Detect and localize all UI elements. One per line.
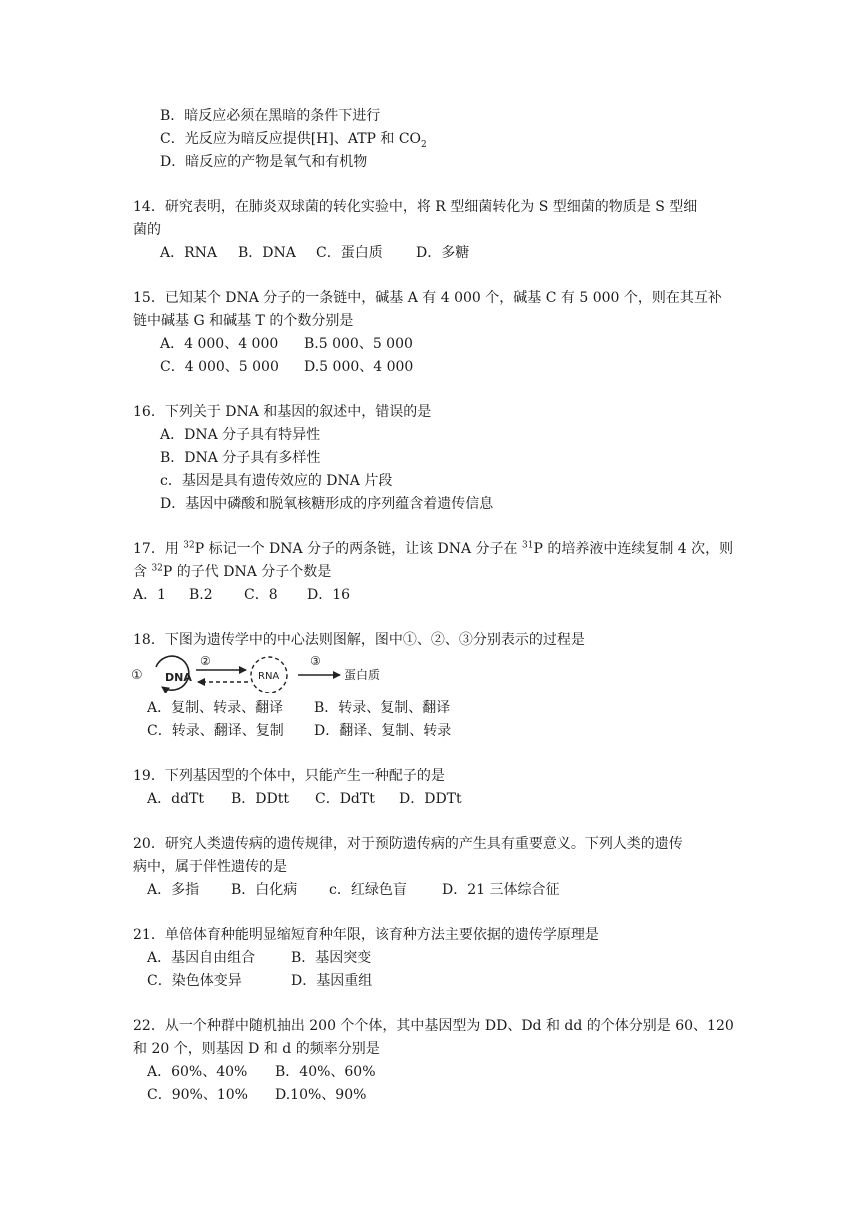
q15-option-c: C．4 000、5 000 bbox=[160, 359, 279, 375]
q18-option-c: C．转录、翻译、复制 bbox=[147, 723, 284, 739]
q18-options-row1 bbox=[147, 699, 450, 717]
q15-option-d: D.5 000、4 000 bbox=[304, 359, 414, 375]
q22-options-row2 bbox=[147, 1086, 366, 1104]
q15-stem-line1: 15．已知某个 DNA 分子的一条链中，碱基 A 有 4 000 个，碱基 C 有 5 000 个，则在其互补 bbox=[133, 290, 722, 306]
q16-option-a: A．DNA 分子具有特异性 bbox=[160, 427, 321, 443]
q14-option-d: D．多糖 bbox=[416, 245, 470, 261]
q21-options-row2 bbox=[147, 972, 372, 990]
q18-option-b: B．转录、复制、翻译 bbox=[314, 700, 451, 716]
q13-option-c bbox=[160, 130, 427, 148]
q17-option-c: C．8 bbox=[244, 587, 278, 603]
q17-text-3: P 的培养液中连续复制 4 次，则 bbox=[533, 541, 734, 557]
q17-text-2: P 标记一个 DNA 分子的两条链，让该 DNA 分子在 bbox=[194, 541, 523, 557]
q16-option-d: D．基因中磷酸和脱氧核糖形成的序列蕴含着遗传信息 bbox=[160, 496, 494, 512]
co2-subscript: 2 bbox=[421, 139, 427, 150]
q13-option-d: D．暗反应的产物是氧气和有机物 bbox=[160, 154, 368, 170]
q21-option-c: C．染色体变异 bbox=[147, 973, 242, 989]
q17-stem-line1 bbox=[133, 540, 733, 558]
q19-stem: 19．下列基因型的个体中，只能产生一种配子的是 bbox=[133, 768, 445, 784]
q20-option-d: D．21 三体综合征 bbox=[442, 882, 560, 898]
q19-option-a: A．ddTt bbox=[147, 791, 204, 807]
q15-option-b: B.5 000、5 000 bbox=[304, 336, 413, 352]
q17-text-5: P 的子代 DNA 分子个数是 bbox=[162, 564, 332, 580]
q16-option-c: c．基因是具有遗传效应的 DNA 片段 bbox=[160, 473, 393, 489]
q17-isotope-31: 31 bbox=[522, 540, 534, 551]
q16-stem: 16．下列关于 DNA 和基因的叙述中，错误的是 bbox=[133, 404, 432, 420]
q14-stem-line1: 14．研究表明，在肺炎双球菌的转化实验中，将 R 型细菌转化为 S 型细菌的物质是 S 型细 bbox=[133, 199, 698, 215]
q22-stem-line1: 22．从一个种群中随机抽出 200 个个体，其中基因型为 DD、Dd 和 dd 的个体分别是 60、120 bbox=[133, 1018, 734, 1034]
q17-isotope-32b: 32 bbox=[151, 563, 163, 574]
q22-option-b: B．40%、60% bbox=[275, 1064, 376, 1080]
q22-options-row1 bbox=[147, 1063, 376, 1081]
q17-isotope-32: 32 bbox=[183, 540, 195, 551]
q21-stem: 21．单倍体育种能明显缩短育种年限，该育种方法主要依据的遗传学原理是 bbox=[133, 927, 599, 943]
q17-text-4: 含 bbox=[133, 564, 152, 580]
q21-option-a: A．基因自由组合 bbox=[147, 950, 256, 966]
q17-stem-line2 bbox=[133, 563, 331, 581]
diagram-label-2: ② bbox=[200, 654, 211, 668]
q18-options-row2 bbox=[147, 722, 451, 740]
q22-option-d: D.10%、90% bbox=[275, 1087, 367, 1103]
q20-options bbox=[147, 881, 560, 899]
q22-option-a: A．60%、40% bbox=[147, 1064, 248, 1080]
q19-option-b: B．DDtt bbox=[231, 791, 289, 807]
q19-options bbox=[147, 790, 462, 808]
q21-option-b: B．基因突变 bbox=[291, 950, 372, 966]
q18-option-d: D．翻译、复制、转录 bbox=[314, 723, 452, 739]
diagram-protein-label: 蛋白质 bbox=[344, 668, 381, 682]
q17-option-a: A．1 bbox=[133, 587, 167, 603]
q17-option-b: B.2 bbox=[189, 587, 213, 603]
q15-option-a: A．4 000、4 000 bbox=[160, 336, 279, 352]
q22-stem-line2: 和 20 个，则基因 D 和 d 的频率分别是 bbox=[133, 1041, 380, 1057]
q18-option-a: A．复制、转录、翻译 bbox=[147, 700, 284, 716]
q15-options-row2 bbox=[160, 358, 413, 376]
q17-text-1: 17．用 bbox=[133, 541, 184, 557]
q22-option-c: C．90%、10% bbox=[147, 1087, 248, 1103]
diagram-dna-label: DNA bbox=[165, 671, 192, 684]
q20-option-b: B．白化病 bbox=[231, 882, 298, 898]
q20-option-c: c．红绿色盲 bbox=[329, 882, 407, 898]
q20-stem-line1: 20．研究人类遗传病的遗传规律，对于预防遗传病的产生具有重要意义。下列人类的遗传 bbox=[133, 836, 683, 852]
q17-option-d: D．16 bbox=[307, 587, 351, 603]
q14-stem-line2: 菌的 bbox=[133, 222, 161, 238]
q19-option-c: C．DdTt bbox=[315, 791, 375, 807]
q20-stem-line2: 病中，属于伴性遗传的是 bbox=[133, 859, 287, 875]
q14-options bbox=[160, 244, 469, 262]
q13-option-c-text: C．光反应为暗反应提供[H]、ATP 和 CO bbox=[160, 131, 422, 147]
q15-options-row1 bbox=[160, 335, 413, 353]
q17-options bbox=[133, 586, 350, 604]
diagram-label-3: ③ bbox=[310, 654, 321, 668]
q19-option-d: D．DDTt bbox=[399, 791, 462, 807]
diagram-rna-label: RNA bbox=[258, 671, 280, 682]
q21-options-row1 bbox=[147, 949, 371, 967]
q14-option-b: B．DNA bbox=[238, 245, 296, 261]
central-dogma-diagram bbox=[128, 651, 398, 693]
q13-option-b: B．暗反应必须在黑暗的条件下进行 bbox=[160, 108, 381, 124]
q14-option-a: A．RNA bbox=[160, 245, 218, 261]
q18-stem: 18．下图为遗传学中的中心法则图解，图中①、②、③分别表示的过程是 bbox=[133, 632, 585, 648]
diagram-label-1: ① bbox=[131, 668, 143, 683]
q15-stem-line2: 链中碱基 G 和碱基 T 的个数分别是 bbox=[133, 313, 354, 329]
q16-option-b: B．DNA 分子具有多样性 bbox=[160, 450, 321, 466]
q20-option-a: A．多指 bbox=[147, 882, 200, 898]
q21-option-d: D．基因重组 bbox=[291, 973, 373, 989]
q14-option-c: C．蛋白质 bbox=[316, 245, 383, 261]
